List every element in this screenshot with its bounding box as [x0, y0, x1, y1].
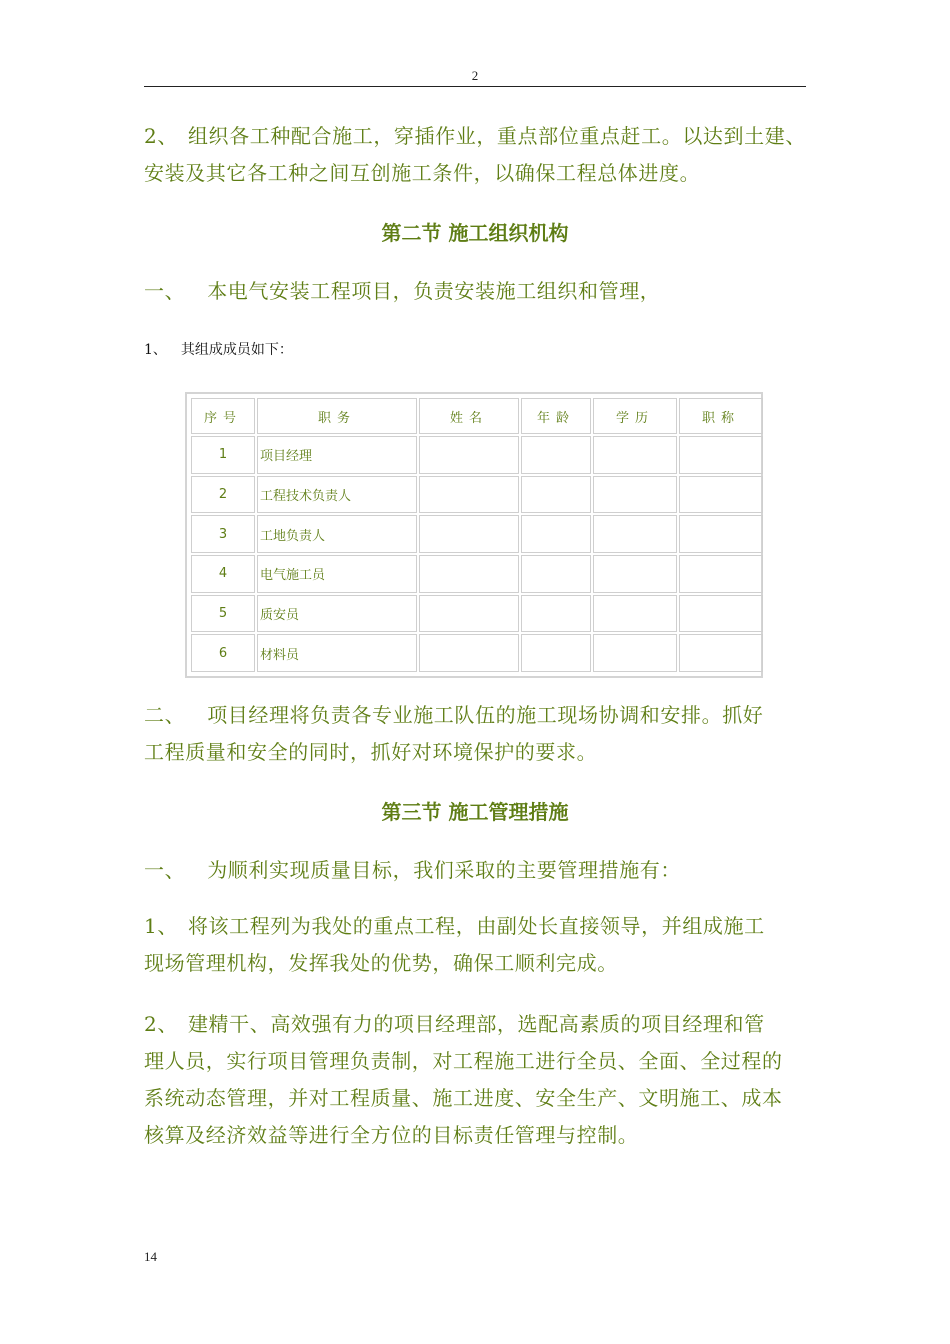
row-role: 工地负责人 — [257, 515, 417, 553]
col-header-name: 姓名 — [419, 398, 519, 434]
row-title-cell — [679, 595, 763, 633]
table-row — [191, 634, 763, 672]
row-title-cell — [679, 515, 763, 553]
row-age-cell — [521, 595, 591, 633]
col-header-age: 年龄 — [521, 398, 591, 434]
row-number: 5 — [191, 595, 255, 633]
section2-heading: 第二节 施工组织机构 — [381, 221, 569, 245]
section2-item1-text: 本电气安装工程项目，负责安装施工组织和管理， — [207, 279, 661, 303]
row-name-cell — [419, 634, 519, 672]
col-header-no: 序号 — [191, 398, 255, 434]
row-age-cell — [521, 515, 591, 553]
section3-point2-line-1: 2、 建精干、高效强有力的项目经理部，选配高素质的项目经理和管 — [144, 1012, 765, 1036]
section3-item1-text: 为顺利实现质量目标，我们采取的主要管理措施有： — [207, 858, 682, 882]
intro-number: 2、 — [144, 124, 178, 148]
row-role: 项目经理 — [257, 436, 417, 474]
header-rule — [144, 86, 806, 87]
table-row — [191, 595, 763, 633]
row-name-cell — [419, 476, 519, 514]
section3-item1-number: 一、 — [144, 858, 186, 882]
row-title-cell — [679, 436, 763, 474]
row-number: 4 — [191, 555, 255, 593]
row-role: 工程技术负责人 — [257, 476, 417, 514]
row-name-cell — [419, 515, 519, 553]
row-title-cell — [679, 555, 763, 593]
row-age-cell — [521, 436, 591, 474]
row-education-cell — [593, 634, 677, 672]
header-page-number: 2 — [471, 68, 479, 83]
row-role: 材料员 — [257, 634, 417, 672]
section2-sub1 — [144, 340, 293, 360]
row-number: 6 — [191, 634, 255, 672]
row-number: 3 — [191, 515, 255, 553]
row-title-cell — [679, 634, 763, 672]
row-title-cell — [679, 476, 763, 514]
staff-table — [189, 396, 765, 674]
table-row — [191, 555, 763, 593]
row-name-cell — [419, 595, 519, 633]
row-number: 2 — [191, 476, 255, 514]
section2-item2-line-1: 二、 项目经理将负责各专业施工队伍的施工现场协调和安排。抓好 — [144, 703, 764, 727]
section3-point1-number: 1、 — [144, 914, 178, 938]
row-age-cell — [521, 555, 591, 593]
footer-page-number: 14 — [144, 1249, 157, 1264]
section2-sub1-number: 1、 — [144, 342, 167, 358]
row-education-cell — [593, 436, 677, 474]
section2-sub1-text: 其组成成员如下： — [180, 342, 293, 358]
intro-paragraph — [144, 118, 810, 192]
section3-heading: 第三节 施工管理措施 — [381, 800, 569, 824]
section2-item2-number: 二、 — [144, 703, 186, 727]
table-row — [191, 515, 763, 553]
section3-point2-line-3: 系统动态管理，并对工程质量、施工进度、安全生产、文明施工、成本 — [144, 1086, 783, 1110]
row-education-cell — [593, 476, 677, 514]
staff-table-frame — [185, 392, 763, 678]
section3-point2-number: 2、 — [144, 1012, 178, 1036]
row-name-cell — [419, 555, 519, 593]
section3-point2-line-2: 理人员，实行项目管理负责制，对工程施工进行全员、全面、全过程的 — [144, 1049, 783, 1073]
section2-item2 — [144, 697, 810, 771]
row-age-cell — [521, 634, 591, 672]
table-row — [191, 476, 763, 514]
table-row — [191, 436, 763, 474]
section3-point2 — [144, 1006, 810, 1154]
row-name-cell — [419, 436, 519, 474]
section2-item2-line-2: 工程质量和安全的同时，抓好对环境保护的要求。 — [144, 740, 598, 764]
row-education-cell — [593, 515, 677, 553]
col-header-title: 职称 — [679, 398, 763, 434]
section2-item1 — [144, 273, 810, 310]
row-age-cell — [521, 476, 591, 514]
section3-point1-line-1: 1、 将该工程列为我处的重点工程，由副处长直接领导，并组成施工 — [144, 914, 765, 938]
row-education-cell — [593, 595, 677, 633]
intro-line-2: 安装及其它各工种之间互创施工条件，以确保工程总体进度。 — [144, 161, 701, 185]
col-header-education: 学历 — [593, 398, 677, 434]
section3-point1 — [144, 908, 810, 982]
row-role: 电气施工员 — [257, 555, 417, 593]
intro-line-1: 2、 组织各工种配合施工，穿插作业，重点部位重点赶工。以达到土建、 — [144, 124, 806, 148]
section2-item1-number: 一、 — [144, 279, 186, 303]
section3-point1-line-2: 现场管理机构，发挥我处的优势，确保工顺利完成。 — [144, 951, 618, 975]
col-header-role: 职务 — [257, 398, 417, 434]
section3-point2-line-4: 核算及经济效益等进行全方位的目标责任管理与控制。 — [144, 1123, 639, 1147]
row-number: 1 — [191, 436, 255, 474]
section3-item1 — [144, 852, 810, 889]
row-education-cell — [593, 555, 677, 593]
row-role: 质安员 — [257, 595, 417, 633]
table-header-row — [191, 398, 763, 434]
